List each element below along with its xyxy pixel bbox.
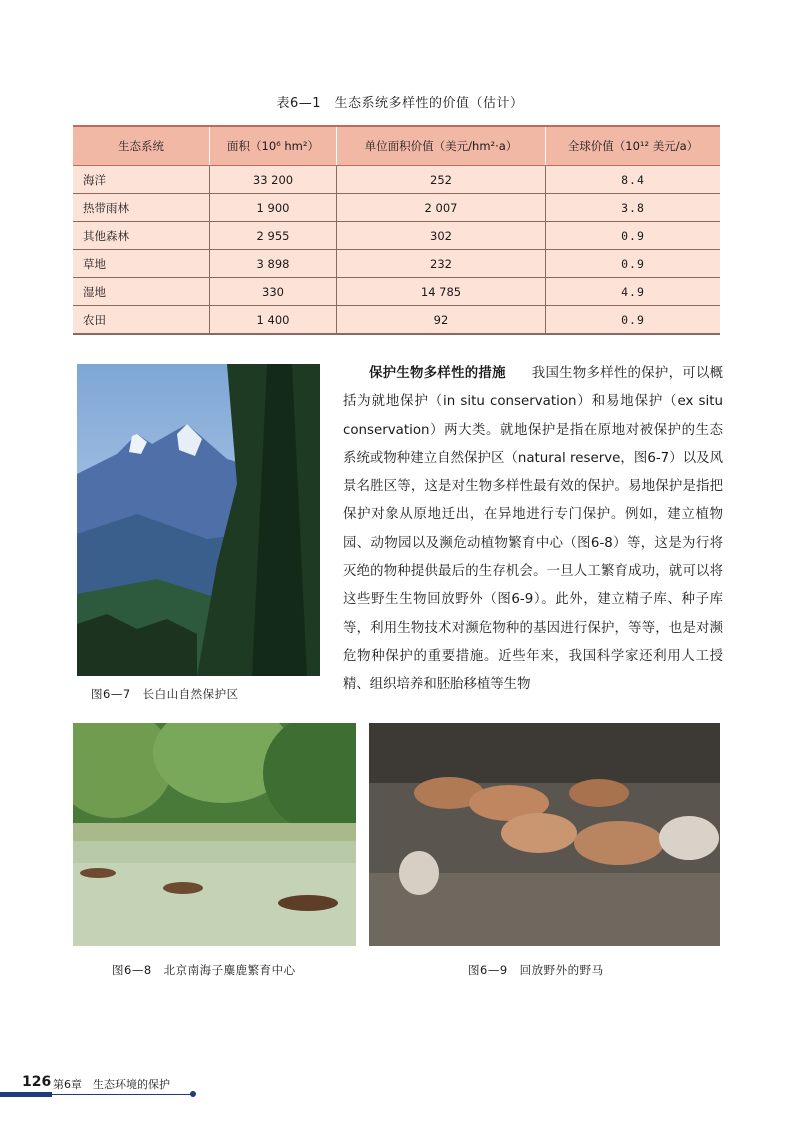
cell-global-value: 8.4 xyxy=(546,166,721,194)
cell-area: 2 955 xyxy=(210,222,337,250)
table-row xyxy=(73,250,720,278)
cell-global-value: 0.9 xyxy=(546,222,721,250)
table-row xyxy=(73,278,720,306)
page-number: 126 xyxy=(22,1074,52,1090)
cell-global-value: 0.9 xyxy=(546,306,721,335)
header-unit-value: 单位面积价值（美元/hm²·a） xyxy=(337,126,546,166)
cell-unit-value: 2 007 xyxy=(337,194,546,222)
wild-horses-photo xyxy=(369,723,720,946)
figure-6-7-caption: 图6—7 长白山自然保护区 xyxy=(91,687,239,701)
cell-area: 330 xyxy=(210,278,337,306)
cell-unit-value: 302 xyxy=(337,222,546,250)
header-global-value: 全球价值（10¹² 美元/a） xyxy=(546,126,721,166)
cell-global-value: 4.9 xyxy=(546,278,721,306)
cell-unit-value: 92 xyxy=(337,306,546,335)
cell-unit-value: 252 xyxy=(337,166,546,194)
chapter-title: 第6章 生态环境的保护 xyxy=(53,1078,170,1091)
figure-6-8-caption: 图6—8 北京南海子麋鹿繁育中心 xyxy=(112,963,296,977)
conservation-paragraph xyxy=(343,360,723,700)
page-footer xyxy=(0,1074,220,1104)
footer-accent-bar xyxy=(0,1092,52,1097)
cell-system: 草地 xyxy=(73,250,210,278)
ecosystem-value-table xyxy=(73,125,720,335)
footer-rule xyxy=(52,1094,192,1095)
table-header-row xyxy=(73,126,720,166)
cell-system: 其他森林 xyxy=(73,222,210,250)
cell-system: 湿地 xyxy=(73,278,210,306)
cell-global-value: 0.9 xyxy=(546,250,721,278)
milu-deer-photo xyxy=(73,723,356,946)
header-area: 面积（10⁶ hm²） xyxy=(210,126,337,166)
table-row xyxy=(73,194,720,222)
cell-area: 3 898 xyxy=(210,250,337,278)
table-row xyxy=(73,306,720,335)
cell-unit-value: 14 785 xyxy=(337,278,546,306)
table-caption: 表6—1 生态系统多样性的价值（估计） xyxy=(276,96,524,111)
cell-area: 1 900 xyxy=(210,194,337,222)
footer-dot-icon xyxy=(190,1091,196,1097)
cell-unit-value: 232 xyxy=(337,250,546,278)
paragraph-text: 我国生物多样性的保护，可以概括为就地保护（in situ conservation）和易地保护（ex situ conservation）两大类。就地保护是指在原地对被保护的生态系统或物种建立自然保护区（natural reserve，图6-7）以及风景名胜区等，这是对生物多样性最有效的保护。易地保护是指把保护对象从原地迁出，在异地进行专门保护。例如，建立植物园、动物园以及濒危动植物繁育中心（图6-8）等，这是为行将灭绝的物种提供最后的生存机会。一旦人工繁育成功，就可以将这些野生生物回放野外（图6-9）。此外，建立精子库、种子库等，利用生物技术对濒危物种的基因进行保护，等等，也是对濒危物种保护的重要措施。近些年来，我国科学家还利用人工授精、组织培养和胚胎移植等生物 xyxy=(343,366,724,693)
header-ecosystem: 生态系统 xyxy=(73,126,210,166)
section-heading: 保护生物多样性的措施 xyxy=(369,366,506,381)
table-row xyxy=(73,166,720,194)
changbai-mountain-photo xyxy=(77,364,320,676)
figure-6-9-caption: 图6—9 回放野外的野马 xyxy=(468,963,604,977)
cell-system: 农田 xyxy=(73,306,210,335)
table-row xyxy=(73,222,720,250)
cell-area: 1 400 xyxy=(210,306,337,335)
cell-area: 33 200 xyxy=(210,166,337,194)
cell-system: 热带雨林 xyxy=(73,194,210,222)
cell-system: 海洋 xyxy=(73,166,210,194)
cell-global-value: 3.8 xyxy=(546,194,721,222)
